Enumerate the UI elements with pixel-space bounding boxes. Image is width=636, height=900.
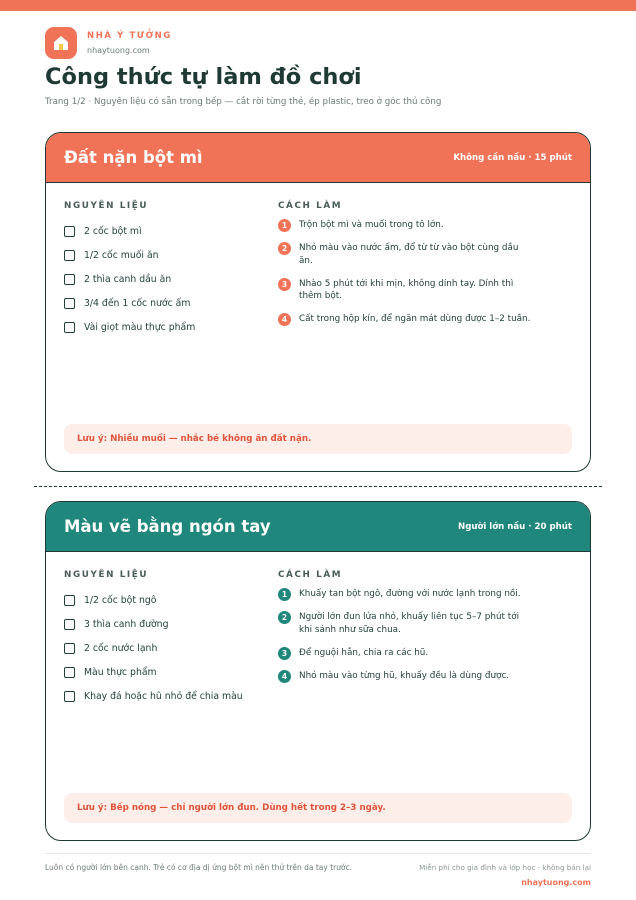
cut-line-divider — [34, 486, 602, 487]
footer-safety-note: Luôn có người lớn bên cạnh. Trẻ có cơ địa dị ứng bột mì nên thử trên da tay trước. — [45, 863, 353, 872]
ingredient-item[interactable] — [64, 588, 264, 612]
step-number: 1 — [278, 219, 291, 232]
ingredient-checkbox[interactable] — [64, 595, 75, 606]
step-number: 1 — [278, 588, 291, 601]
ingredient-label: Vài giọt màu thực phẩm — [84, 322, 196, 334]
ingredient-item[interactable] — [64, 292, 264, 316]
step-text: Để nguội hẳn, chia ra các hũ. — [299, 647, 429, 658]
ingredient-label: 3/4 đến 1 cốc nước ấm — [84, 298, 191, 310]
step-number: 3 — [278, 278, 291, 291]
step-number: 4 — [278, 313, 291, 326]
ingredient-label: 1/2 cốc bột ngô — [84, 594, 157, 606]
footer-license: Miễn phí cho gia đình và lớp học · không bán lại — [419, 863, 591, 872]
step-item — [278, 670, 538, 683]
recipe-title: Đất nặn bột mì — [64, 148, 203, 167]
step-text: Nhỏ màu vào từng hũ, khuấy đều là dùng được. — [299, 670, 510, 681]
steps-column — [278, 201, 538, 326]
step-number: 2 — [278, 611, 291, 624]
recipe-meta: Người lớn nấu · 20 phút — [458, 521, 572, 532]
ingredient-label: Màu thực phẩm — [84, 667, 157, 679]
step-text: Người lớn đun lửa nhỏ, khuấy liên tục 5–7 phút tới khi sánh như sữa chua. — [299, 612, 520, 635]
step-item — [278, 313, 538, 326]
recipe-note — [64, 424, 572, 454]
page-subtitle: Trang 1/2 · Nguyên liệu có sẵn trong bếp — cắt rời từng thẻ, ép plastic, treo ở góc thủ công — [45, 97, 442, 107]
ingredients-column — [64, 201, 264, 340]
page-title: Công thức tự làm đồ chơi — [45, 64, 362, 90]
ingredient-item[interactable] — [64, 219, 264, 243]
step-text: Khuấy tan bột ngô, đường với nước lạnh trong nồi. — [299, 589, 521, 599]
step-item — [278, 278, 538, 304]
step-number: 4 — [278, 670, 291, 683]
step-text: Trộn bột mì và muối trong tô lớn. — [299, 220, 444, 230]
ingredient-label: 3 thìa canh đường — [84, 618, 169, 630]
ingredient-label: 2 cốc bột mì — [84, 225, 142, 237]
recipe-card-finger-paint — [45, 501, 591, 841]
footer-divider — [45, 853, 591, 854]
ingredient-checkbox[interactable] — [64, 691, 75, 702]
ingredients-heading: NGUYÊN LIỆU — [64, 201, 149, 211]
ingredients-column — [64, 570, 264, 709]
ingredient-label: 1/2 cốc muối ăn — [84, 249, 159, 261]
recipe-note — [64, 793, 572, 823]
ingredient-checkbox[interactable] — [64, 322, 75, 333]
step-item — [278, 647, 538, 660]
ingredient-item[interactable] — [64, 612, 264, 636]
brand-header — [45, 27, 172, 59]
footer-url-link[interactable]: nhaytuong.com — [521, 878, 591, 887]
ingredient-checkbox[interactable] — [64, 226, 75, 237]
step-number: 3 — [278, 647, 291, 660]
recipe-card-play-dough — [45, 132, 591, 472]
ingredient-checkbox[interactable] — [64, 250, 75, 261]
house-logo-icon — [45, 27, 77, 59]
ingredient-checkbox[interactable] — [64, 619, 75, 630]
card-header — [46, 502, 590, 552]
step-text: Cất trong hộp kín, để ngăn mát dùng được 1–2 tuần. — [299, 314, 531, 325]
card-header — [46, 133, 590, 183]
top-accent-bar — [0, 0, 636, 11]
ingredient-label: Khay đá hoặc hũ nhỏ để chia màu — [84, 691, 243, 703]
step-item — [278, 242, 538, 268]
ingredient-checkbox[interactable] — [64, 643, 75, 654]
ingredients-heading: NGUYÊN LIỆU — [64, 570, 149, 580]
step-text: Nhỏ màu vào nước ấm, đổ từ từ vào bột cùng dầu ăn. — [299, 243, 519, 266]
ingredient-item[interactable] — [64, 661, 264, 685]
ingredient-checkbox[interactable] — [64, 667, 75, 678]
recipe-meta: Không cần nấu · 15 phút — [453, 152, 572, 163]
ingredient-item[interactable] — [64, 316, 264, 340]
ingredient-label: 2 cốc nước lạnh — [84, 642, 158, 654]
step-item — [278, 219, 538, 232]
brand-name: NHÀ Ý TƯỞNG — [87, 31, 172, 41]
step-item — [278, 611, 538, 637]
steps-heading: CÁCH LÀM — [278, 201, 343, 211]
ingredient-checkbox[interactable] — [64, 298, 75, 309]
steps-heading: CÁCH LÀM — [278, 570, 343, 580]
brand-url[interactable]: nhaytuong.com — [87, 46, 150, 55]
steps-column — [278, 570, 538, 683]
ingredient-item[interactable] — [64, 267, 264, 291]
ingredient-label: 2 thìa canh dầu ăn — [84, 273, 172, 285]
ingredient-checkbox[interactable] — [64, 274, 75, 285]
step-number: 2 — [278, 242, 291, 255]
step-item — [278, 588, 538, 601]
ingredient-item[interactable] — [64, 685, 264, 709]
recipe-title: Màu vẽ bằng ngón tay — [64, 517, 271, 536]
step-text: Nhào 5 phút tới khi mịn, không dính tay. Dính thì thêm bột. — [299, 278, 514, 302]
ingredient-item[interactable] — [64, 636, 264, 660]
ingredient-item[interactable] — [64, 243, 264, 267]
note-text: Lưu ý: Bếp nóng — chỉ người lớn đun. Dùng hết trong 2–3 ngày. — [77, 803, 386, 813]
note-text: Lưu ý: Nhiều muối — nhắc bé không ăn đất nặn. — [77, 434, 312, 444]
